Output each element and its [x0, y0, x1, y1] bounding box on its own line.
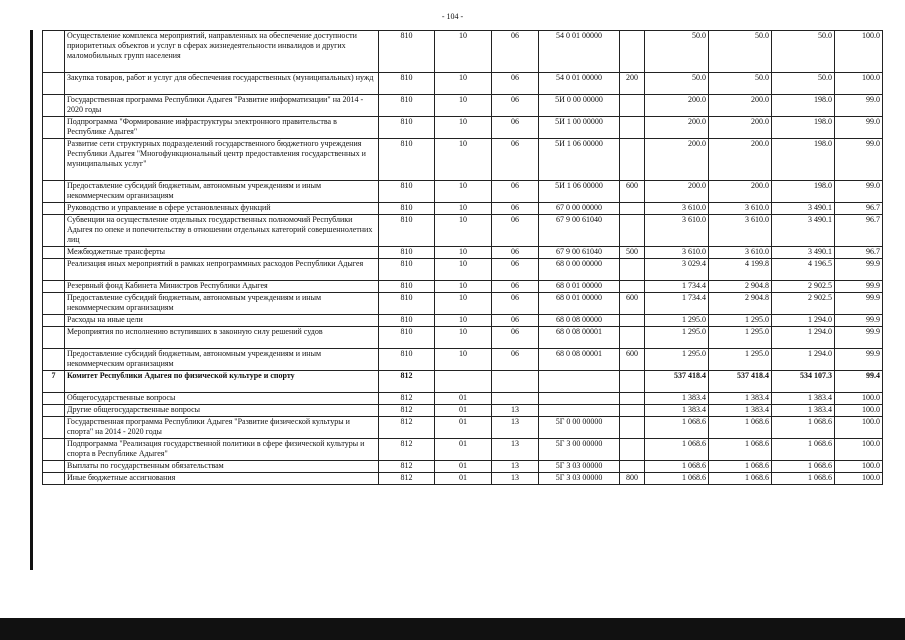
execution-percent: 99.9 — [835, 281, 883, 293]
execution-percent: 100.0 — [835, 439, 883, 461]
executed-amount: 50.0 — [772, 73, 835, 95]
section-code: 10 — [435, 31, 492, 73]
subsection-code — [492, 371, 539, 393]
row-number — [43, 473, 65, 485]
execution-percent: 100.0 — [835, 73, 883, 95]
expense-type-code — [620, 95, 645, 117]
department-code: 812 — [379, 439, 435, 461]
refined-amount: 200.0 — [709, 139, 772, 181]
execution-percent: 99.9 — [835, 315, 883, 327]
section-code: 10 — [435, 181, 492, 203]
execution-percent: 99.9 — [835, 327, 883, 349]
refined-amount: 1 295.0 — [709, 327, 772, 349]
expense-name: Реализация иных мероприятий в рамках непрограммных расходов Республики Адыгея — [65, 259, 379, 281]
refined-amount: 4 199.8 — [709, 259, 772, 281]
table-row — [43, 315, 883, 327]
executed-amount: 1 294.0 — [772, 315, 835, 327]
expense-type-code: 800 — [620, 473, 645, 485]
execution-percent: 99.9 — [835, 293, 883, 315]
table-row — [43, 203, 883, 215]
row-number — [43, 281, 65, 293]
approved-amount: 200.0 — [645, 139, 709, 181]
row-number — [43, 203, 65, 215]
subsection-code: 06 — [492, 31, 539, 73]
subsection-code: 06 — [492, 349, 539, 371]
row-number — [43, 349, 65, 371]
row-number — [43, 95, 65, 117]
executed-amount: 1 383.4 — [772, 393, 835, 405]
table-row — [43, 247, 883, 259]
table-row — [43, 73, 883, 95]
expense-type-code: 600 — [620, 349, 645, 371]
refined-amount: 1 068.6 — [709, 417, 772, 439]
target-article-code: 5И 1 06 00000 — [539, 139, 620, 181]
department-code: 812 — [379, 417, 435, 439]
approved-amount: 50.0 — [645, 31, 709, 73]
target-article-code: 68 0 01 00000 — [539, 293, 620, 315]
expense-type-code: 500 — [620, 247, 645, 259]
target-article-code: 5И 1 00 00000 — [539, 117, 620, 139]
target-article-code: 68 0 01 00000 — [539, 281, 620, 293]
department-code: 810 — [379, 259, 435, 281]
execution-percent: 100.0 — [835, 405, 883, 417]
expense-name: Осуществление комплекса мероприятий, направленных на обеспечение доступности приоритетных объектов и услуг в сферах жизнедеятельности инвалидов и других маломобильных групп населения — [65, 31, 379, 73]
table-row — [43, 95, 883, 117]
section-code: 10 — [435, 349, 492, 371]
row-number — [43, 31, 65, 73]
approved-amount: 200.0 — [645, 117, 709, 139]
expense-name: Подпрограмма "Формирование инфраструктуры электронного правительства в Республике Адыгея" — [65, 117, 379, 139]
expense-name: Иные бюджетные ассигнования — [65, 473, 379, 485]
section-code: 01 — [435, 417, 492, 439]
table-row — [43, 293, 883, 315]
execution-percent: 96.7 — [835, 215, 883, 247]
subsection-code: 06 — [492, 247, 539, 259]
executed-amount: 2 902.5 — [772, 281, 835, 293]
executed-amount: 198.0 — [772, 117, 835, 139]
expense-type-code — [620, 405, 645, 417]
target-article-code: 5И 1 06 00000 — [539, 181, 620, 203]
binding-edge — [30, 30, 33, 570]
section-code: 10 — [435, 281, 492, 293]
approved-amount: 1 295.0 — [645, 327, 709, 349]
table-row — [43, 117, 883, 139]
expense-name: Общегосударственные вопросы — [65, 393, 379, 405]
execution-percent: 99.9 — [835, 349, 883, 371]
target-article-code: 5Г 3 00 00000 — [539, 439, 620, 461]
executed-amount: 534 107.3 — [772, 371, 835, 393]
expense-type-code: 600 — [620, 293, 645, 315]
subsection-code: 06 — [492, 117, 539, 139]
refined-amount: 537 418.4 — [709, 371, 772, 393]
expense-name: Выплаты по государственным обязательствам — [65, 461, 379, 473]
expense-name: Межбюджетные трансферты — [65, 247, 379, 259]
expense-type-code — [620, 139, 645, 181]
department-code: 810 — [379, 293, 435, 315]
subsection-code: 06 — [492, 215, 539, 247]
expense-name: Комитет Республики Адыгея по физической культуре и спорту — [65, 371, 379, 393]
target-article-code — [539, 393, 620, 405]
row-number — [43, 259, 65, 281]
expense-name: Резервный фонд Кабинета Министров Республики Адыгея — [65, 281, 379, 293]
department-code: 810 — [379, 117, 435, 139]
department-code: 810 — [379, 203, 435, 215]
page-number: - 104 - — [441, 12, 464, 21]
subsection-code: 06 — [492, 259, 539, 281]
subsection-code: 06 — [492, 315, 539, 327]
approved-amount: 1 068.6 — [645, 417, 709, 439]
expense-type-code — [620, 439, 645, 461]
department-code: 810 — [379, 95, 435, 117]
approved-amount: 1 068.6 — [645, 439, 709, 461]
executed-amount: 1 068.6 — [772, 439, 835, 461]
subsection-code: 13 — [492, 461, 539, 473]
table-row — [43, 393, 883, 405]
department-code: 810 — [379, 215, 435, 247]
row-number — [43, 181, 65, 203]
approved-amount: 50.0 — [645, 73, 709, 95]
expense-name: Руководство и управление в сфере установленных функций — [65, 203, 379, 215]
execution-percent: 100.0 — [835, 393, 883, 405]
executed-amount: 3 490.1 — [772, 215, 835, 247]
department-code: 810 — [379, 349, 435, 371]
table-row — [43, 215, 883, 247]
section-code: 10 — [435, 315, 492, 327]
expense-name: Субвенции на осуществление отдельных государственных полномочий Республики Адыгея по опеке и попечительству в отношении отдельных категорий совершеннолетних лиц — [65, 215, 379, 247]
target-article-code: 68 0 08 00001 — [539, 327, 620, 349]
department-code: 810 — [379, 315, 435, 327]
execution-percent: 100.0 — [835, 417, 883, 439]
department-code: 810 — [379, 73, 435, 95]
row-number — [43, 327, 65, 349]
table-row — [43, 473, 883, 485]
expense-name: Государственная программа Республики Адыгея "Развитие физической культуры и спорта" на 2014 - 2020 годы — [65, 417, 379, 439]
department-code: 812 — [379, 405, 435, 417]
section-code: 01 — [435, 461, 492, 473]
expense-type-code: 200 — [620, 73, 645, 95]
section-code: 10 — [435, 139, 492, 181]
department-code: 810 — [379, 31, 435, 73]
expense-type-code — [620, 393, 645, 405]
approved-amount: 3 029.4 — [645, 259, 709, 281]
refined-amount: 200.0 — [709, 181, 772, 203]
row-number: 7 — [43, 371, 65, 393]
target-article-code: 68 0 08 00000 — [539, 315, 620, 327]
department-code: 810 — [379, 181, 435, 203]
target-article-code: 67 9 00 61040 — [539, 247, 620, 259]
department-code: 812 — [379, 393, 435, 405]
table-row — [43, 327, 883, 349]
table-row — [43, 461, 883, 473]
table-row — [43, 371, 883, 393]
section-code: 10 — [435, 293, 492, 315]
row-number — [43, 247, 65, 259]
refined-amount: 1 383.4 — [709, 405, 772, 417]
target-article-code: 5Г 3 03 00000 — [539, 473, 620, 485]
approved-amount: 3 610.0 — [645, 247, 709, 259]
execution-percent: 100.0 — [835, 473, 883, 485]
expense-type-code — [620, 327, 645, 349]
row-number — [43, 293, 65, 315]
table-row — [43, 181, 883, 203]
row-number — [43, 405, 65, 417]
target-article-code — [539, 371, 620, 393]
section-code: 01 — [435, 473, 492, 485]
refined-amount: 200.0 — [709, 95, 772, 117]
expense-type-code — [620, 281, 645, 293]
scan-bottom-edge — [0, 618, 905, 640]
expense-type-code — [620, 203, 645, 215]
expense-type-code — [620, 417, 645, 439]
row-number — [43, 73, 65, 95]
executed-amount: 3 490.1 — [772, 203, 835, 215]
section-code — [435, 371, 492, 393]
executed-amount: 2 902.5 — [772, 293, 835, 315]
section-code: 01 — [435, 405, 492, 417]
subsection-code: 13 — [492, 405, 539, 417]
refined-amount: 1 068.6 — [709, 473, 772, 485]
target-article-code: 54 0 01 00000 — [539, 31, 620, 73]
table-row — [43, 259, 883, 281]
executed-amount: 198.0 — [772, 95, 835, 117]
expense-name: Предоставление субсидий бюджетным, автономным учреждениям и иным некоммерческим организациям — [65, 349, 379, 371]
refined-amount: 50.0 — [709, 31, 772, 73]
table-row — [43, 439, 883, 461]
subsection-code: 06 — [492, 139, 539, 181]
target-article-code: 5И 0 00 00000 — [539, 95, 620, 117]
expense-name: Предоставление субсидий бюджетным, автономным учреждениям и иным некоммерческим организациям — [65, 293, 379, 315]
expense-type-code — [620, 259, 645, 281]
subsection-code: 13 — [492, 417, 539, 439]
refined-amount: 200.0 — [709, 117, 772, 139]
expense-name: Закупка товаров, работ и услуг для обеспечения государственных (муниципальных) нужд — [65, 73, 379, 95]
target-article-code: 67 9 00 61040 — [539, 215, 620, 247]
section-code: 10 — [435, 73, 492, 95]
section-code: 10 — [435, 117, 492, 139]
executed-amount: 4 196.5 — [772, 259, 835, 281]
approved-amount: 1 734.4 — [645, 293, 709, 315]
expense-type-code: 600 — [620, 181, 645, 203]
table-row — [43, 417, 883, 439]
execution-percent: 99.0 — [835, 139, 883, 181]
refined-amount: 50.0 — [709, 73, 772, 95]
executed-amount: 198.0 — [772, 181, 835, 203]
target-article-code: 68 0 00 00000 — [539, 259, 620, 281]
target-article-code: 54 0 01 00000 — [539, 73, 620, 95]
subsection-code: 06 — [492, 281, 539, 293]
section-code: 10 — [435, 327, 492, 349]
target-article-code: 68 0 08 00001 — [539, 349, 620, 371]
approved-amount: 1 295.0 — [645, 315, 709, 327]
refined-amount: 2 904.8 — [709, 293, 772, 315]
executed-amount: 198.0 — [772, 139, 835, 181]
department-code: 810 — [379, 139, 435, 181]
row-number — [43, 393, 65, 405]
expense-name: Предоставление субсидий бюджетным, автономным учреждениям и иным некоммерческим организациям — [65, 181, 379, 203]
department-code: 810 — [379, 327, 435, 349]
approved-amount: 537 418.4 — [645, 371, 709, 393]
row-number — [43, 315, 65, 327]
refined-amount: 3 610.0 — [709, 215, 772, 247]
executed-amount: 1 068.6 — [772, 473, 835, 485]
subsection-code: 06 — [492, 203, 539, 215]
table-row — [43, 281, 883, 293]
approved-amount: 3 610.0 — [645, 203, 709, 215]
approved-amount: 1 734.4 — [645, 281, 709, 293]
executed-amount: 3 490.1 — [772, 247, 835, 259]
execution-percent: 96.7 — [835, 247, 883, 259]
executed-amount: 1 068.6 — [772, 417, 835, 439]
target-article-code: 5Г 3 03 00000 — [539, 461, 620, 473]
approved-amount: 3 610.0 — [645, 215, 709, 247]
row-number — [43, 139, 65, 181]
row-number — [43, 215, 65, 247]
approved-amount: 1 383.4 — [645, 393, 709, 405]
approved-amount: 200.0 — [645, 181, 709, 203]
expense-type-code — [620, 315, 645, 327]
approved-amount: 1 068.6 — [645, 461, 709, 473]
subsection-code: 06 — [492, 293, 539, 315]
refined-amount: 1 295.0 — [709, 315, 772, 327]
subsection-code — [492, 393, 539, 405]
expense-name: Подпрограмма "Реализация государственной политики в сфере физической культуры и спорта в Республике Адыгея" — [65, 439, 379, 461]
expense-type-code — [620, 215, 645, 247]
department-code: 810 — [379, 281, 435, 293]
department-code: 812 — [379, 461, 435, 473]
executed-amount: 1 068.6 — [772, 461, 835, 473]
target-article-code: 67 0 00 00000 — [539, 203, 620, 215]
refined-amount: 1 383.4 — [709, 393, 772, 405]
expense-name: Государственная программа Республики Адыгея "Развитие информатизации" на 2014 - 2020 годы — [65, 95, 379, 117]
table-row — [43, 31, 883, 73]
subsection-code: 13 — [492, 439, 539, 461]
executed-amount: 1 294.0 — [772, 349, 835, 371]
subsection-code: 06 — [492, 73, 539, 95]
subsection-code: 13 — [492, 473, 539, 485]
section-code: 01 — [435, 393, 492, 405]
section-code: 10 — [435, 203, 492, 215]
subsection-code: 06 — [492, 327, 539, 349]
target-article-code: 5Г 0 00 00000 — [539, 417, 620, 439]
refined-amount: 3 610.0 — [709, 203, 772, 215]
expense-type-code — [620, 31, 645, 73]
expense-name: Мероприятия по исполнению вступивших в законную силу решений судов — [65, 327, 379, 349]
section-code: 10 — [435, 95, 492, 117]
budget-table — [42, 30, 883, 485]
approved-amount: 200.0 — [645, 95, 709, 117]
refined-amount: 3 610.0 — [709, 247, 772, 259]
execution-percent: 99.0 — [835, 117, 883, 139]
execution-percent: 99.9 — [835, 259, 883, 281]
execution-percent: 99.0 — [835, 181, 883, 203]
executed-amount: 50.0 — [772, 31, 835, 73]
subsection-code: 06 — [492, 95, 539, 117]
expense-name: Другие общегосударственные вопросы — [65, 405, 379, 417]
execution-percent: 100.0 — [835, 31, 883, 73]
executed-amount: 1 294.0 — [772, 327, 835, 349]
expense-name: Расходы на иные цели — [65, 315, 379, 327]
refined-amount: 1 068.6 — [709, 461, 772, 473]
row-number — [43, 117, 65, 139]
approved-amount: 1 295.0 — [645, 349, 709, 371]
department-code: 812 — [379, 371, 435, 393]
execution-percent: 96.7 — [835, 203, 883, 215]
section-code: 10 — [435, 259, 492, 281]
table-row — [43, 405, 883, 417]
refined-amount: 2 904.8 — [709, 281, 772, 293]
section-code: 10 — [435, 247, 492, 259]
row-number — [43, 417, 65, 439]
execution-percent: 99.0 — [835, 95, 883, 117]
department-code: 810 — [379, 247, 435, 259]
target-article-code — [539, 405, 620, 417]
execution-percent: 99.4 — [835, 371, 883, 393]
approved-amount: 1 068.6 — [645, 473, 709, 485]
section-code: 10 — [435, 215, 492, 247]
approved-amount: 1 383.4 — [645, 405, 709, 417]
executed-amount: 1 383.4 — [772, 405, 835, 417]
row-number — [43, 439, 65, 461]
row-number — [43, 461, 65, 473]
execution-percent: 100.0 — [835, 461, 883, 473]
expense-name: Развитие сети структурных подразделений государственного бюджетного учреждения Республики Адыгея "Многофункциональный центр предоставления государственных и муниципальных услуг" — [65, 139, 379, 181]
table-row — [43, 139, 883, 181]
expense-type-code — [620, 117, 645, 139]
subsection-code: 06 — [492, 181, 539, 203]
department-code: 812 — [379, 473, 435, 485]
table-row — [43, 349, 883, 371]
section-code: 01 — [435, 439, 492, 461]
expense-type-code — [620, 371, 645, 393]
refined-amount: 1 295.0 — [709, 349, 772, 371]
refined-amount: 1 068.6 — [709, 439, 772, 461]
expense-type-code — [620, 461, 645, 473]
